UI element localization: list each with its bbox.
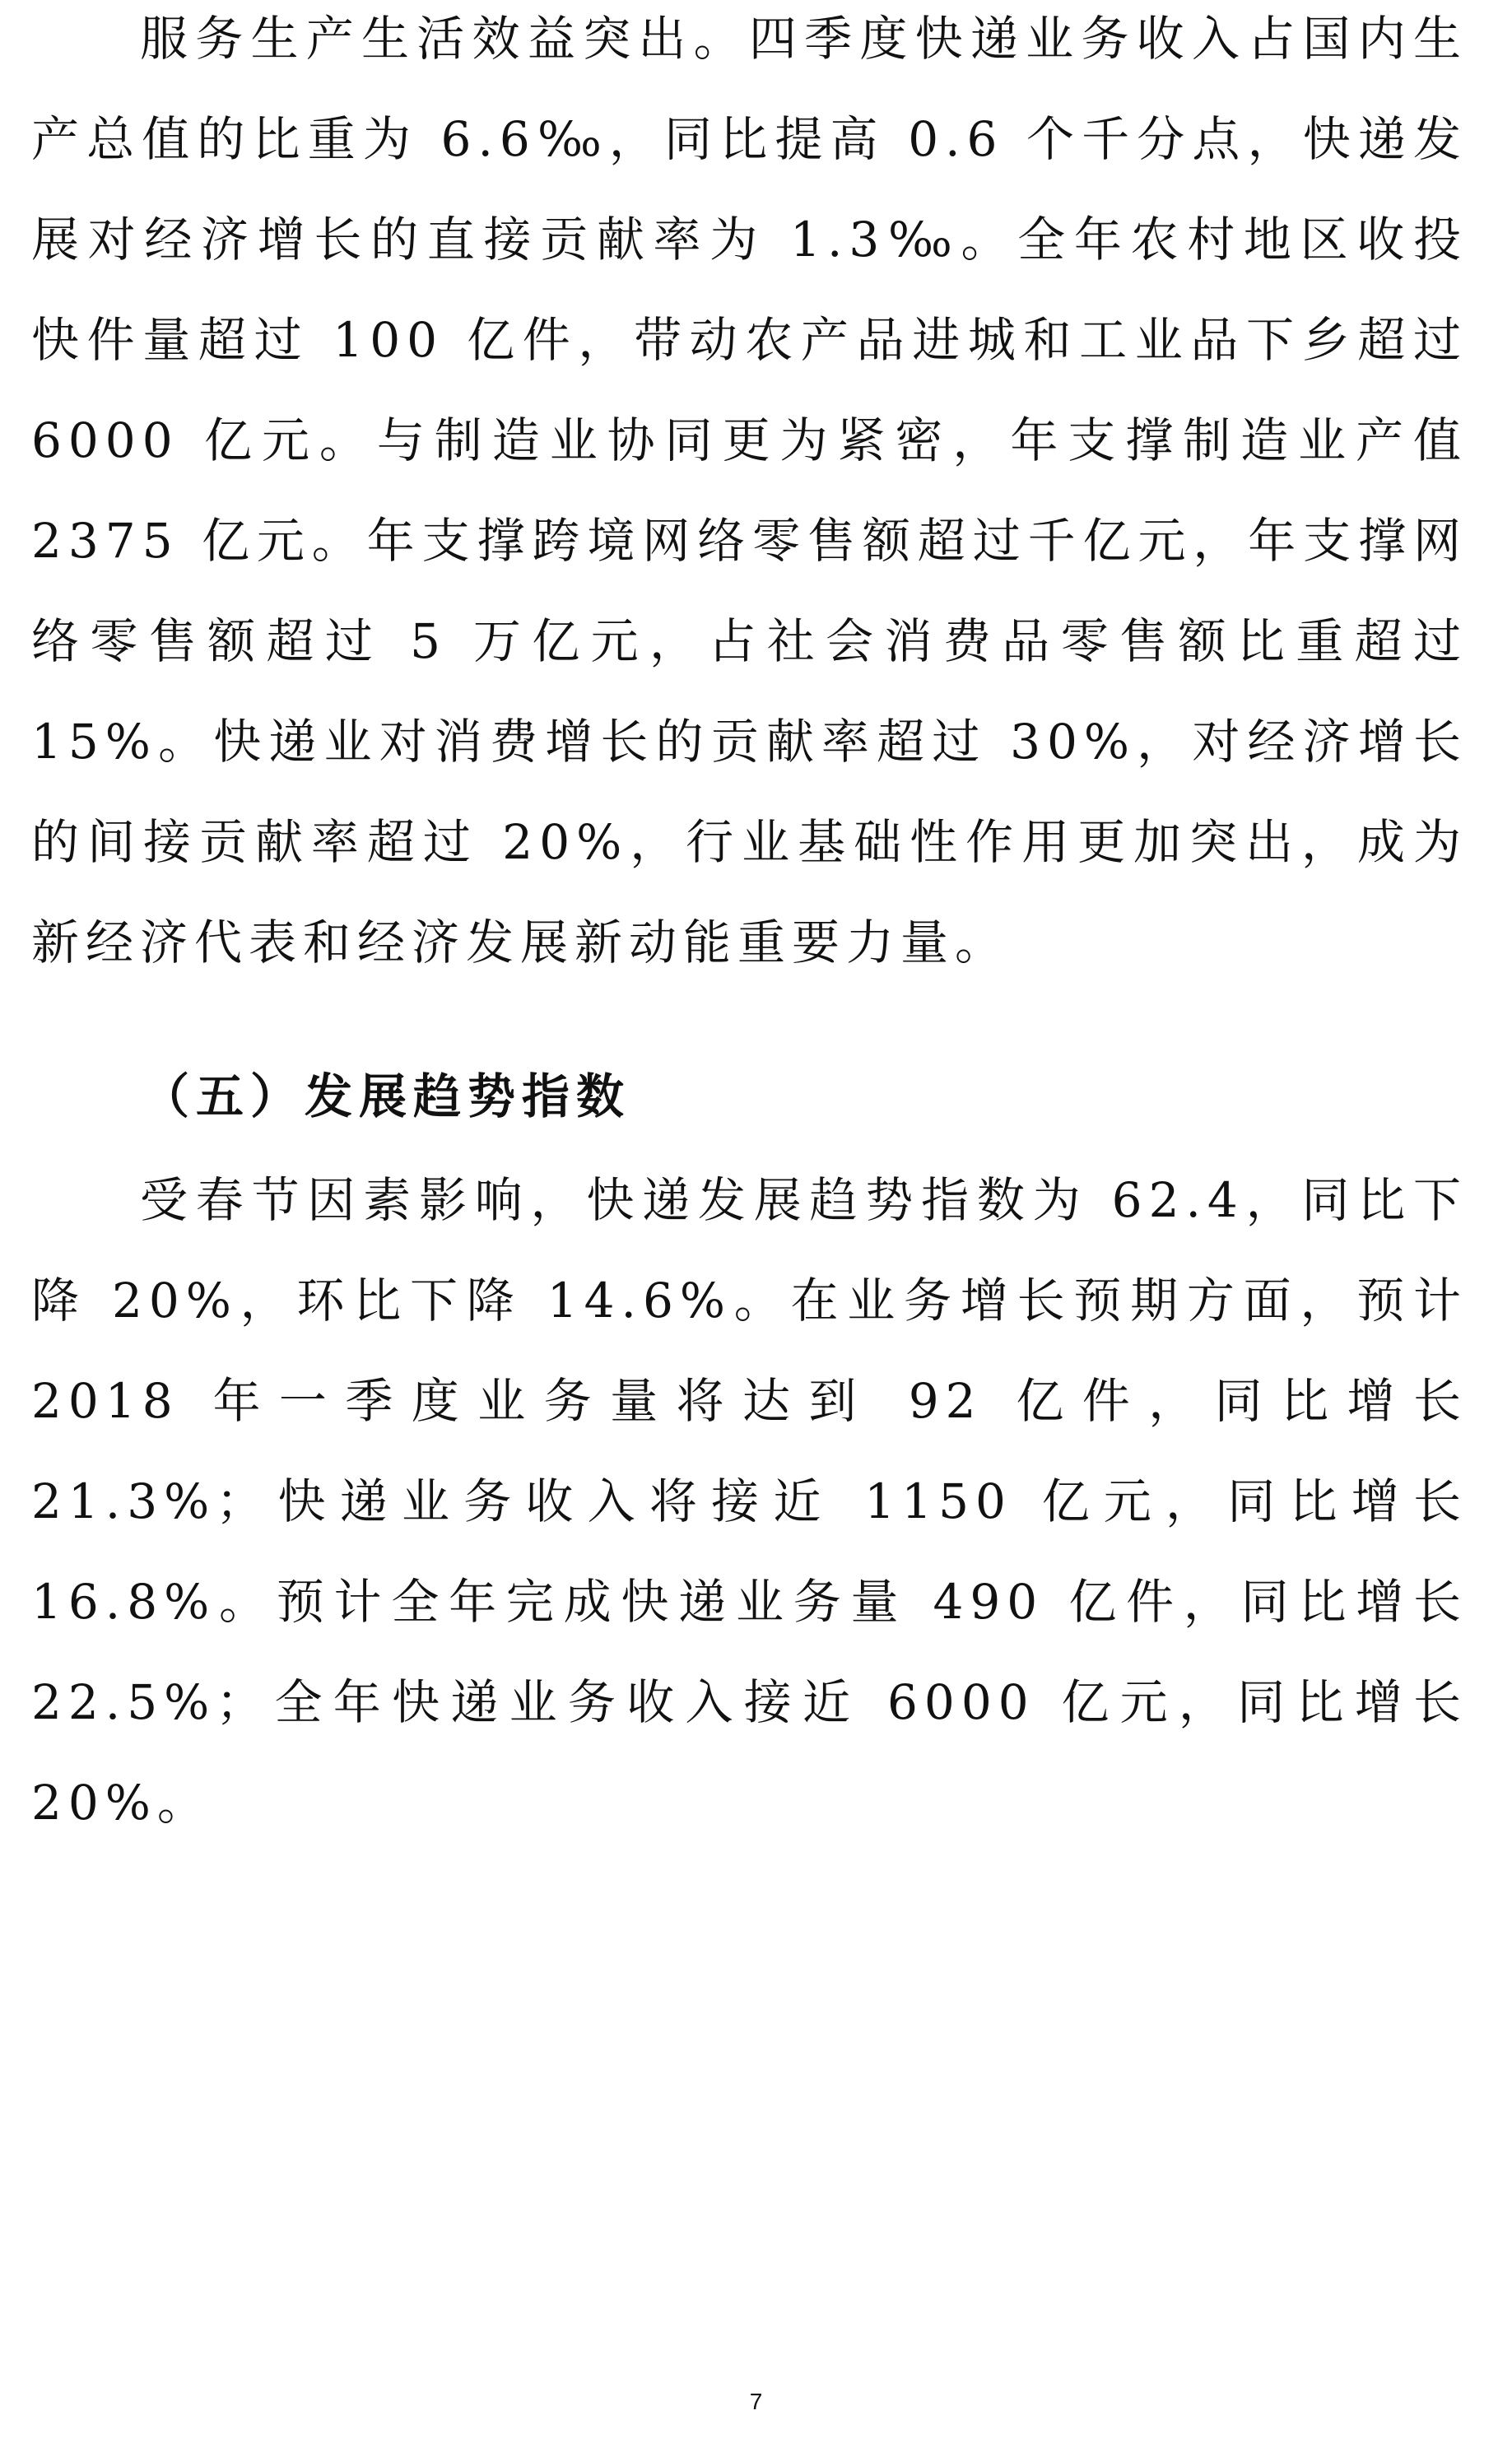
body-paragraph-economic-benefits: 服务生产生活效益突出。四季度快递业务收入占国内生产总值的比重为 6.6‰，同比提高 0.6 个千分点，快递发展对经济增长的直接贡献率为 1.3‰。全年农村地区收投快件量超过 100 亿件，带动农产品进城和工业品下乡超过 6000 亿元。与制造业协同更为紧密，年支撑制造业产值 2375 亿元。年支撑跨境网络零售额超过千亿元，年支撑网络零售额超过 5 万亿元，占社会消费品零售额比重超过 15%。快递业对消费增长的贡献率超过 30%，对经济增长的间接贡献率超过 20%，行业基础性作用更加突出，成为新经济代表和经济发展新动能重要力量。 bbox=[31, 11, 1468, 970]
body-paragraph-trend-index: 受春节因素影响，快递发展趋势指数为 62.4，同比下降 20%，环比下降 14.6%。在业务增长预期方面，预计 2018 年一季度业务量将达到 92 亿件，同比增长 21.3%；快递业务收入将接近 1150 亿元，同比增长 16.8%。预计全年完成快递业务量 490 亿件，同比增长 22.5%；全年快递业务收入接近 6000 亿元，同比增长 20%。 bbox=[31, 1172, 1468, 1831]
section-heading-development-trend-index: （五）发展趋势指数 bbox=[142, 1068, 631, 1124]
page-number: 7 bbox=[749, 2389, 763, 2414]
